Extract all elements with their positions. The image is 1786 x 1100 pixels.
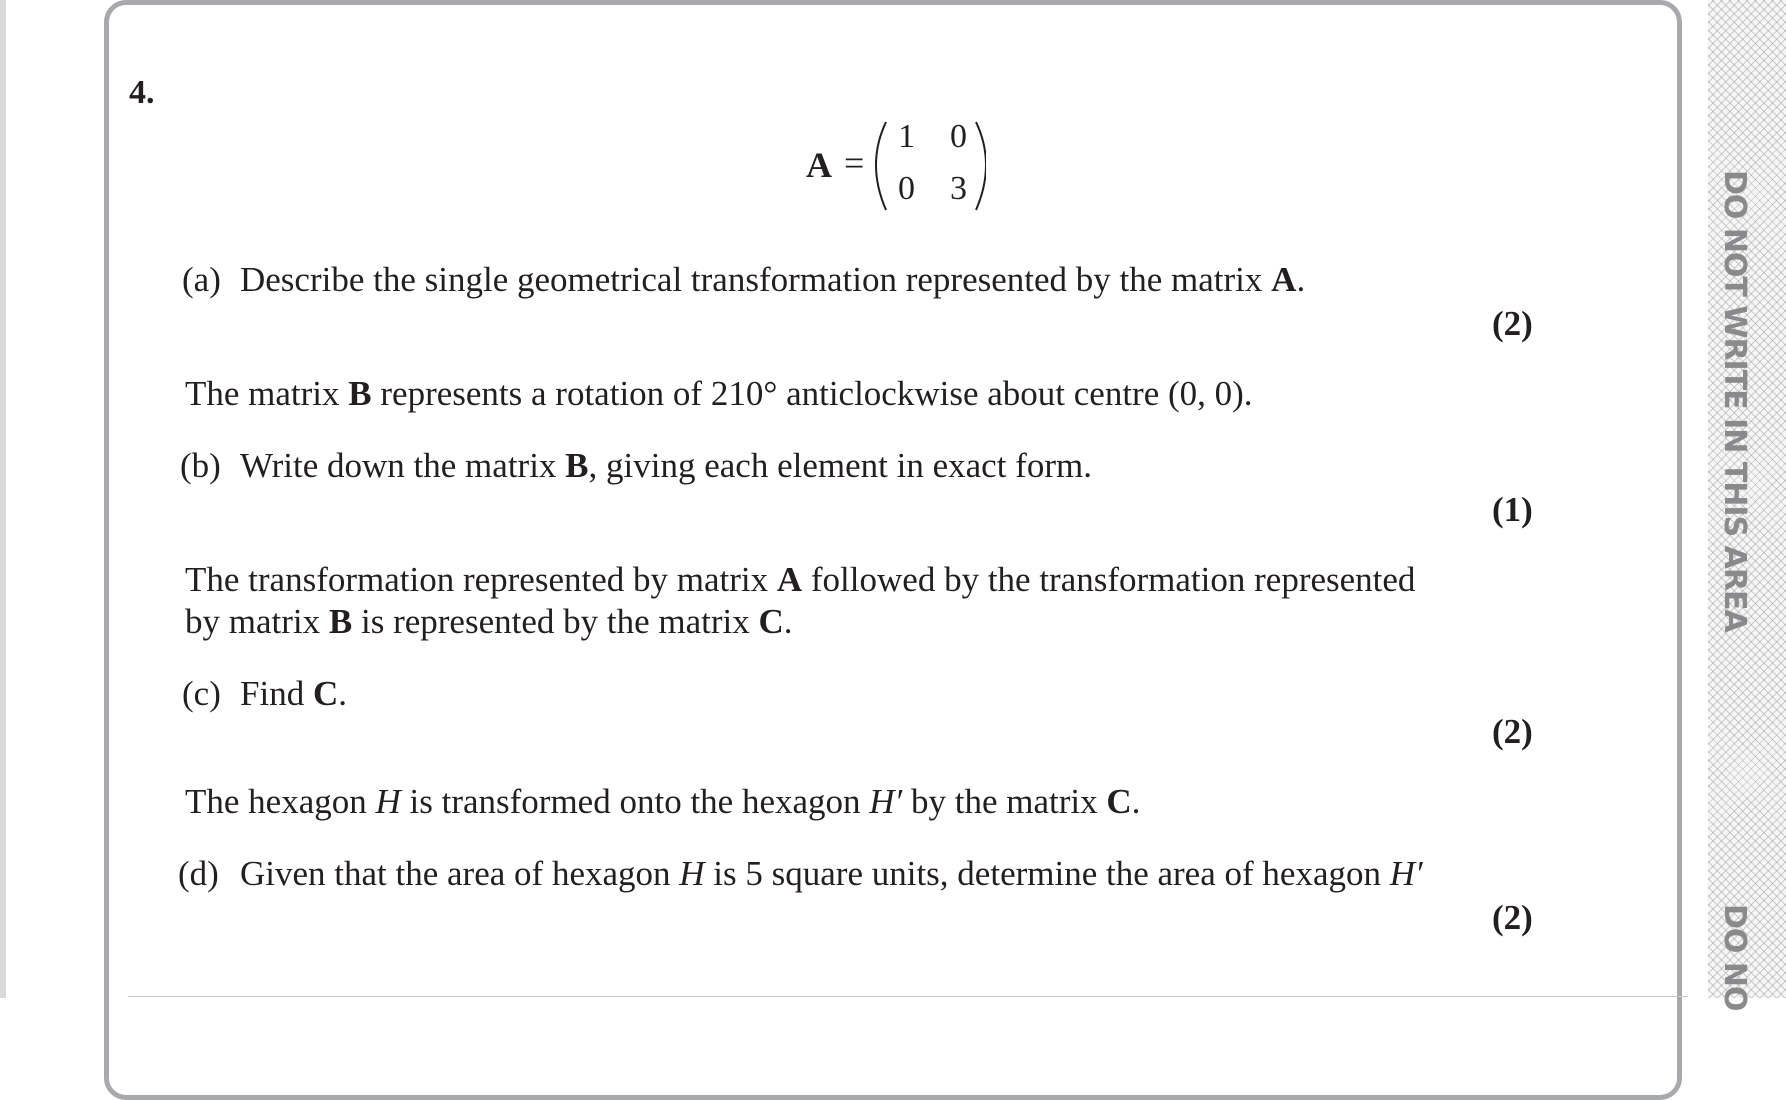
part-c-question: Find C. [240,674,347,713]
matrix-cell-r2c2: 3 [950,170,967,207]
margin-warning-text-partial: DO NO [1717,904,1752,1011]
statement-matrix-b: The matrix B represents a rotation of 210° anticlockwise about centre (0, 0). [185,374,1253,413]
part-d-marks: (2) [1492,898,1533,937]
statement-hexagon: The hexagon H is transformed onto the hexagon H′ by the matrix C. [185,782,1141,821]
answer-line [128,996,1688,997]
question-number: 4. [129,74,155,111]
left-page-strip [0,0,6,998]
equals-sign: = [844,143,865,183]
part-c-label: (c) [182,674,221,713]
part-b-label: (b) [180,446,221,485]
matrix-cell-r2c1: 0 [898,170,915,207]
part-a-marks: (2) [1492,304,1533,343]
part-c-marks: (2) [1492,712,1533,751]
margin-warning-text: DO NOT WRITE IN THIS AREA [1717,170,1752,632]
part-d-label: (d) [178,854,219,893]
statement-matrix-c-line1: The transformation represented by matrix A followed by the transformation represented [185,560,1416,599]
part-a-label: (a) [182,260,221,299]
matrix-a-equation [806,118,986,218]
matrix-cell-r1c2: 0 [950,118,967,155]
statement-matrix-c-line2: by matrix B is represented by the matrix C. [185,602,793,641]
matrix-cell-r1c1: 1 [898,118,915,155]
part-a-question: Describe the single geometrical transformation represented by the matrix A. [240,260,1306,299]
part-b-question: Write down the matrix B, giving each element in exact form. [240,446,1092,485]
part-d-question: Given that the area of hexagon H is 5 square units, determine the area of hexagon H′ [240,854,1423,893]
matrix-name: A [806,145,832,185]
part-b-marks: (1) [1492,490,1533,529]
